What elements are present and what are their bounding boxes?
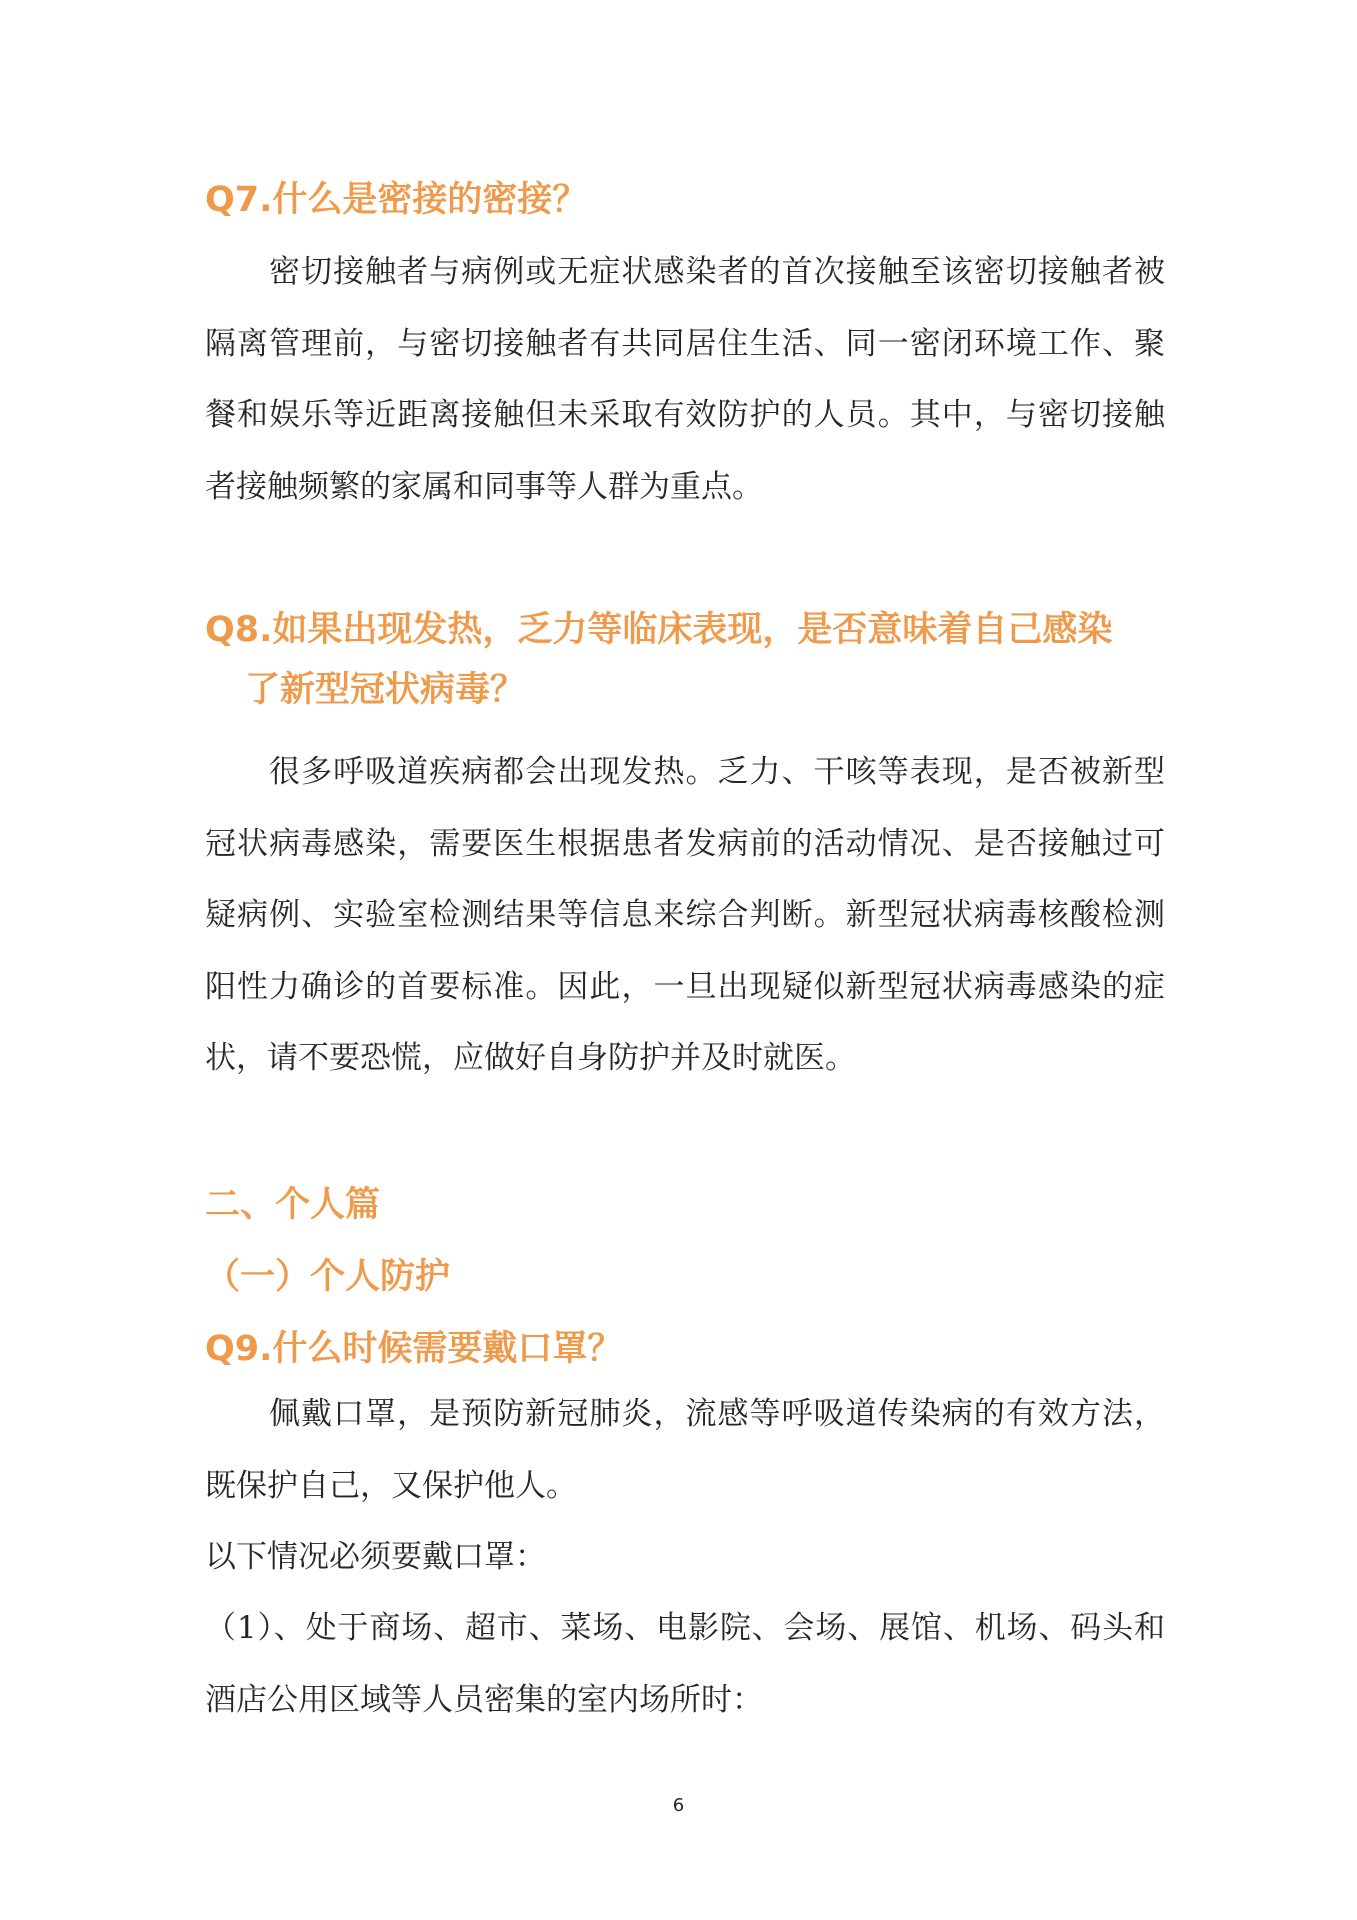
q8-heading-line2: 了新型冠状病毒？ bbox=[245, 670, 526, 710]
q8-heading-line1: Q8.如果出现发热，乏力等临床表现，是否意味着自己感染 bbox=[205, 610, 1113, 650]
q9-list-item-1: （1）、处于商场、超市、菜场、电影院、会场、展馆、机场、码头和酒店公用区域等人员密集的室内场所时： bbox=[205, 1610, 1165, 1718]
section-subtitle: （一）个人防护 bbox=[205, 1256, 451, 1297]
q9-heading: Q9.什么时候需要戴口罩？ bbox=[205, 1329, 623, 1369]
q9-list-intro: 以下情况必须要戴口罩： bbox=[205, 1539, 546, 1575]
q7-answer: 密切接触者与病例或无症状感染者的首次接触至该密切接触者被隔离管理前，与密切接触者有共同居住生活、同一密闭环境工作、聚餐和娱乐等近距离接触但未采取有效防护的人员。其中，与密切接触者接触频繁的家属和同事等人群为重点。 bbox=[205, 254, 1165, 505]
page-number: 6 bbox=[672, 1795, 685, 1816]
q9-answer: 佩戴口罩，是预防新冠肺炎，流感等呼吸道传染病的有效方法，既保护自己，又保护他人。 bbox=[205, 1396, 1165, 1504]
q7-heading: Q7.什么是密接的密接？ bbox=[205, 180, 588, 220]
q8-heading bbox=[205, 600, 1165, 720]
q8-answer: 很多呼吸道疾病都会出现发热。乏力、干咳等表现，是否被新型冠状病毒感染，需要医生根据患者发病前的活动情况、是否接触过可疑病例、实验室检测结果等信息来综合判断。新型冠状病毒核酸检测阳性力确诊的首要标准。因此，一旦出现疑似新型冠状病毒感染的症状，请不要恐慌，应做好自身防护并及时就医。 bbox=[205, 754, 1165, 1076]
section-title: 二、个人篇 bbox=[205, 1184, 381, 1225]
